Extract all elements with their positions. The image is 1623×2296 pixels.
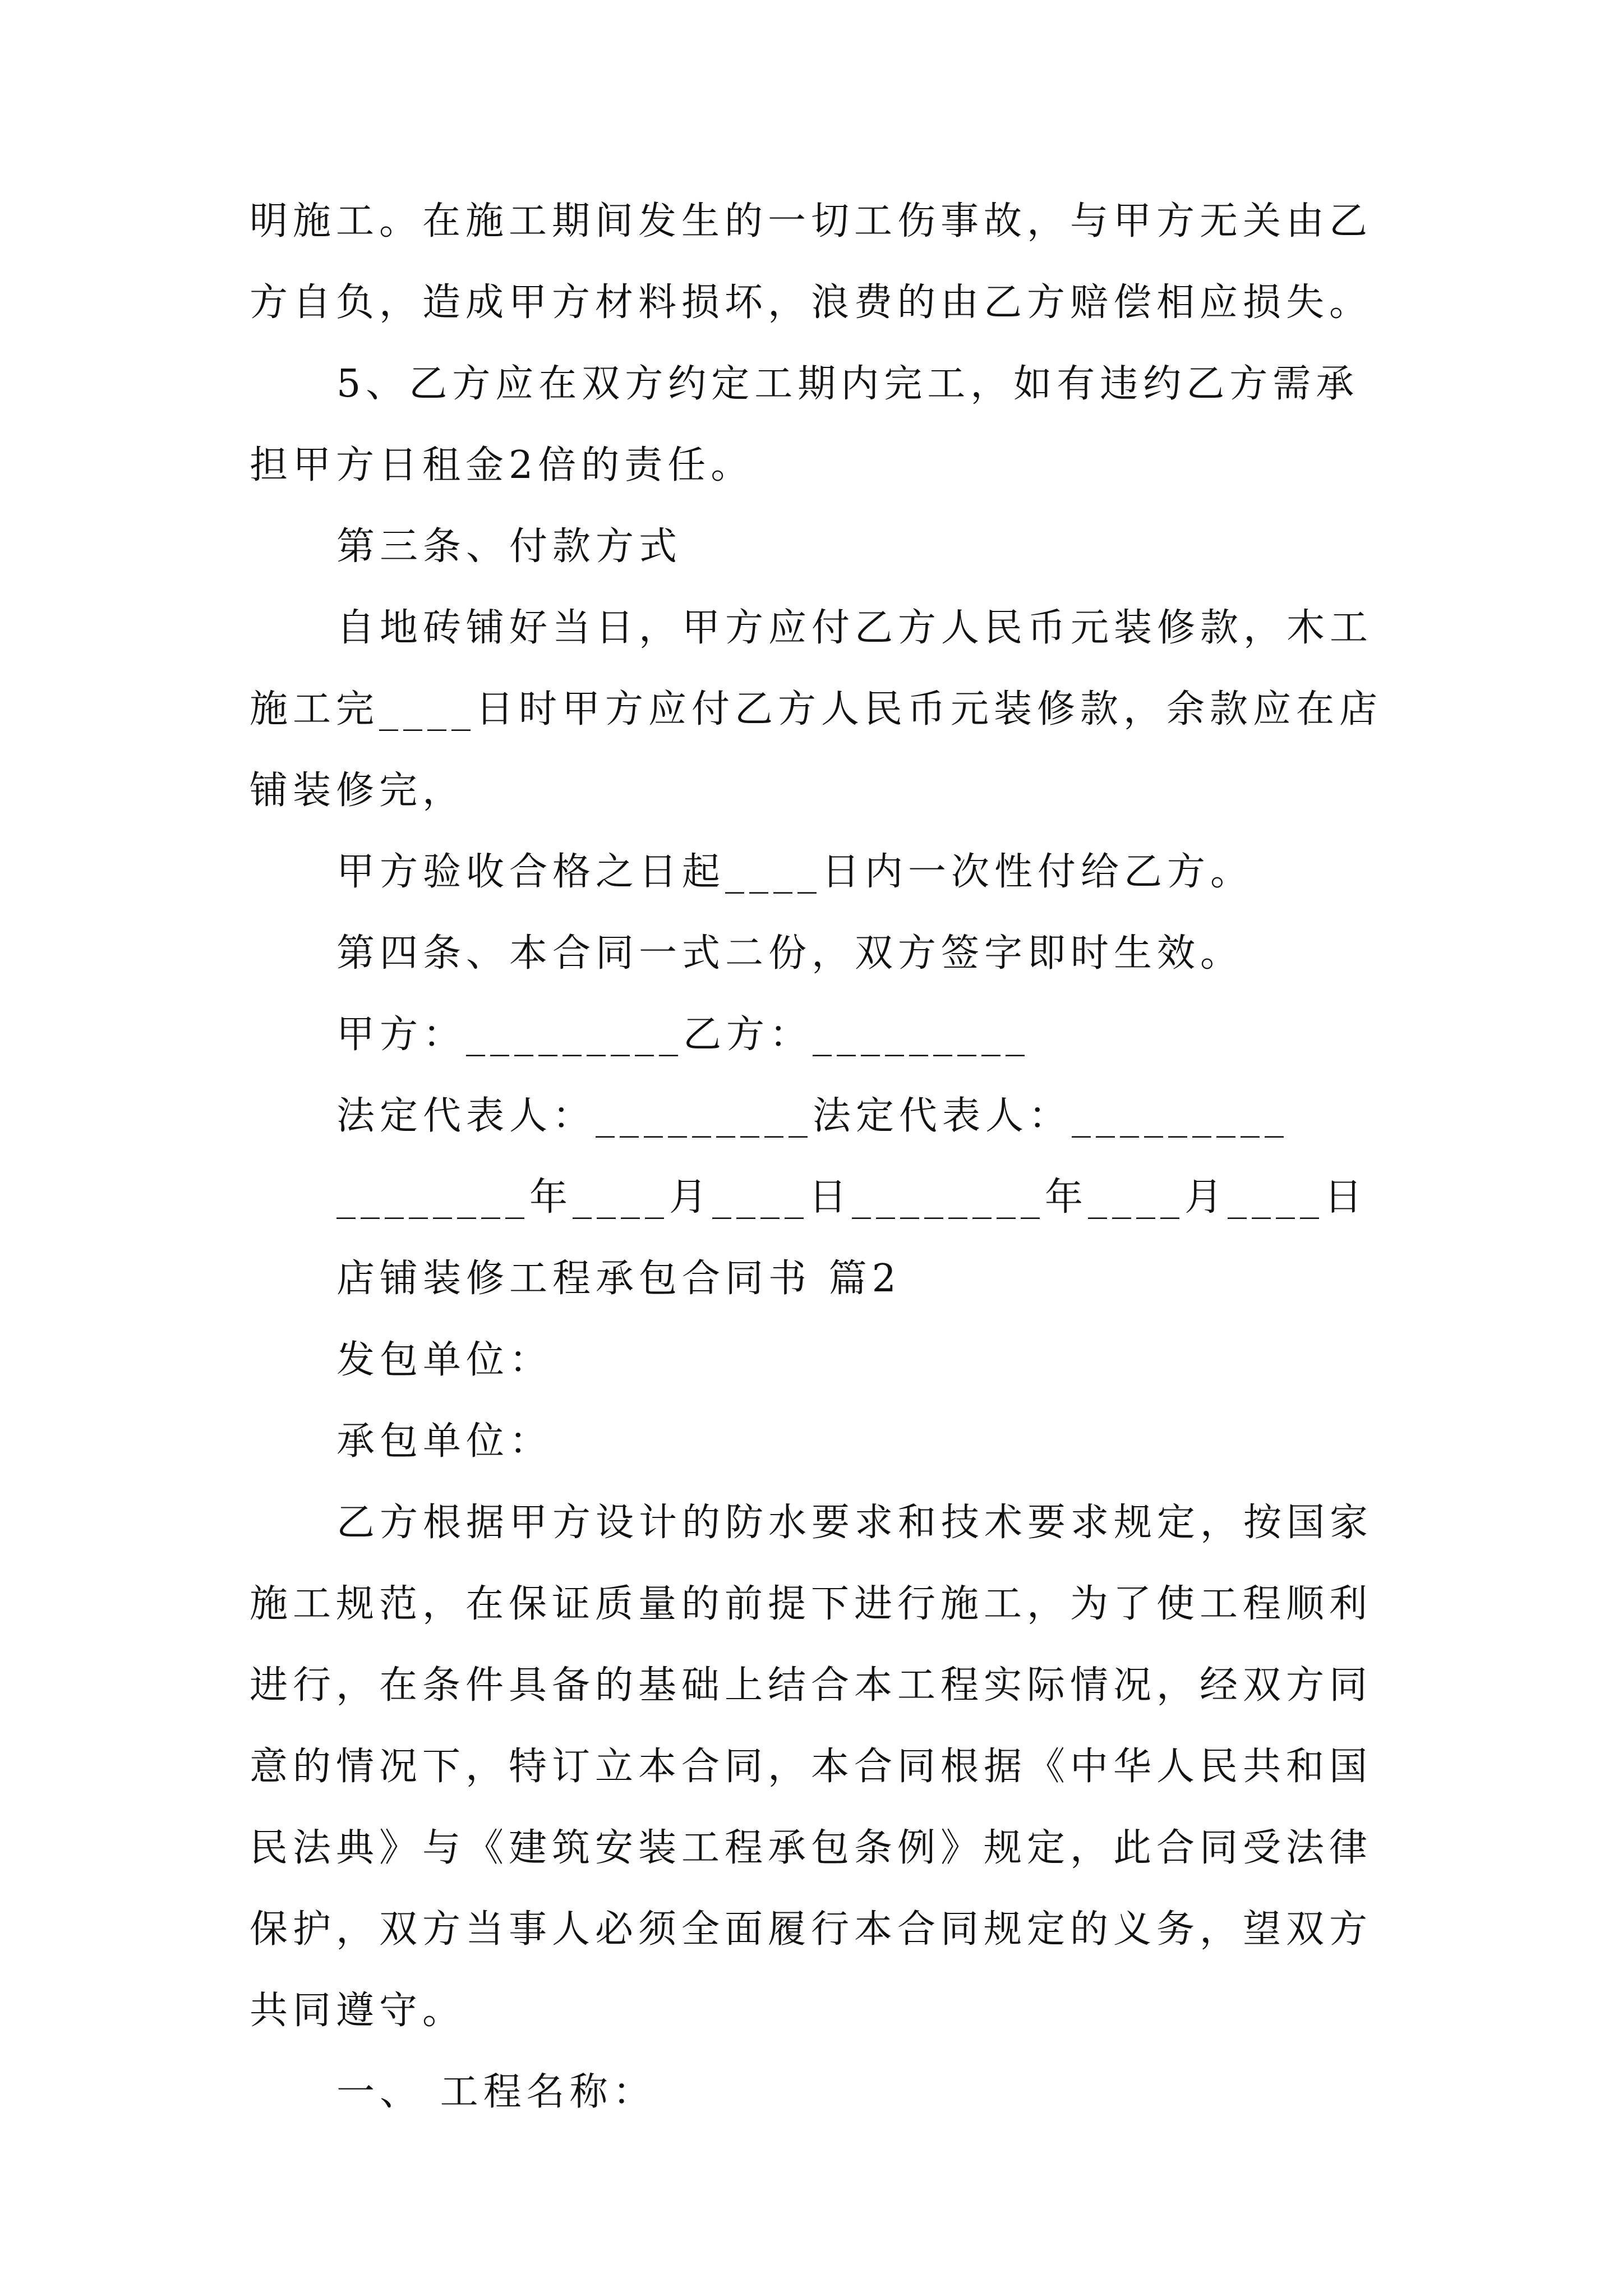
text-line: 施工完____日时甲方应付乙方人民币元装修款，余款应在店 (250, 687, 1383, 731)
signature-line-parties: 甲方：_________乙方：_________ (336, 1013, 1030, 1057)
text-line: 发包单位： (336, 1338, 553, 1382)
text-line: 明施工。在施工期间发生的一切工伤事故，与甲方无关由乙 (250, 199, 1373, 243)
text-line: 自地砖铺好当日，甲方应付乙方人民币元装修款，木工 (336, 606, 1373, 650)
text-line: 共同遵守。 (250, 1989, 466, 2033)
text-line: 第四条、本合同一式二份，双方签字即时生效。 (336, 931, 1244, 976)
section-heading: 第三条、付款方式 (336, 524, 683, 569)
text-line: 铺装修完， (250, 769, 466, 813)
signature-line-representatives: 法定代表人：_________法定代表人：_________ (336, 1094, 1289, 1138)
text-line: 甲方验收合格之日起____日内一次性付给乙方。 (336, 850, 1254, 894)
text-line: 进行，在条件具备的基础上结合本工程实际情况，经双方同 (250, 1663, 1373, 1708)
numbered-item: 一、 工程名称： (336, 2070, 656, 2114)
signature-line-dates: ________年____月____日________年____月____日 (336, 1175, 1368, 1220)
text-line: 担甲方日租金2倍的责任。 (250, 443, 754, 487)
text-line: 5、乙方应在双方约定工期内完工，如有违约乙方需承 (336, 362, 1359, 406)
section-title: 店铺装修工程承包合同书 篇2 (336, 1257, 901, 1301)
text-line: 施工规范，在保证质量的前提下进行施工，为了使工程顺利 (250, 1582, 1373, 1626)
text-line: 意的情况下，特订立本合同，本合同根据《中华人民共和国 (250, 1745, 1373, 1789)
text-line: 民法典》与《建筑安装工程承包条例》规定，此合同受法律 (250, 1826, 1373, 1870)
text-line: 乙方根据甲方设计的防水要求和技术要求规定，按国家 (336, 1501, 1373, 1545)
text-line: 保护，双方当事人必须全面履行本合同规定的义务，望双方 (250, 1907, 1373, 1952)
text-line: 方自负，造成甲方材料损坏，浪费的由乙方赔偿相应损失。 (250, 280, 1373, 325)
text-line: 承包单位： (336, 1419, 553, 1464)
